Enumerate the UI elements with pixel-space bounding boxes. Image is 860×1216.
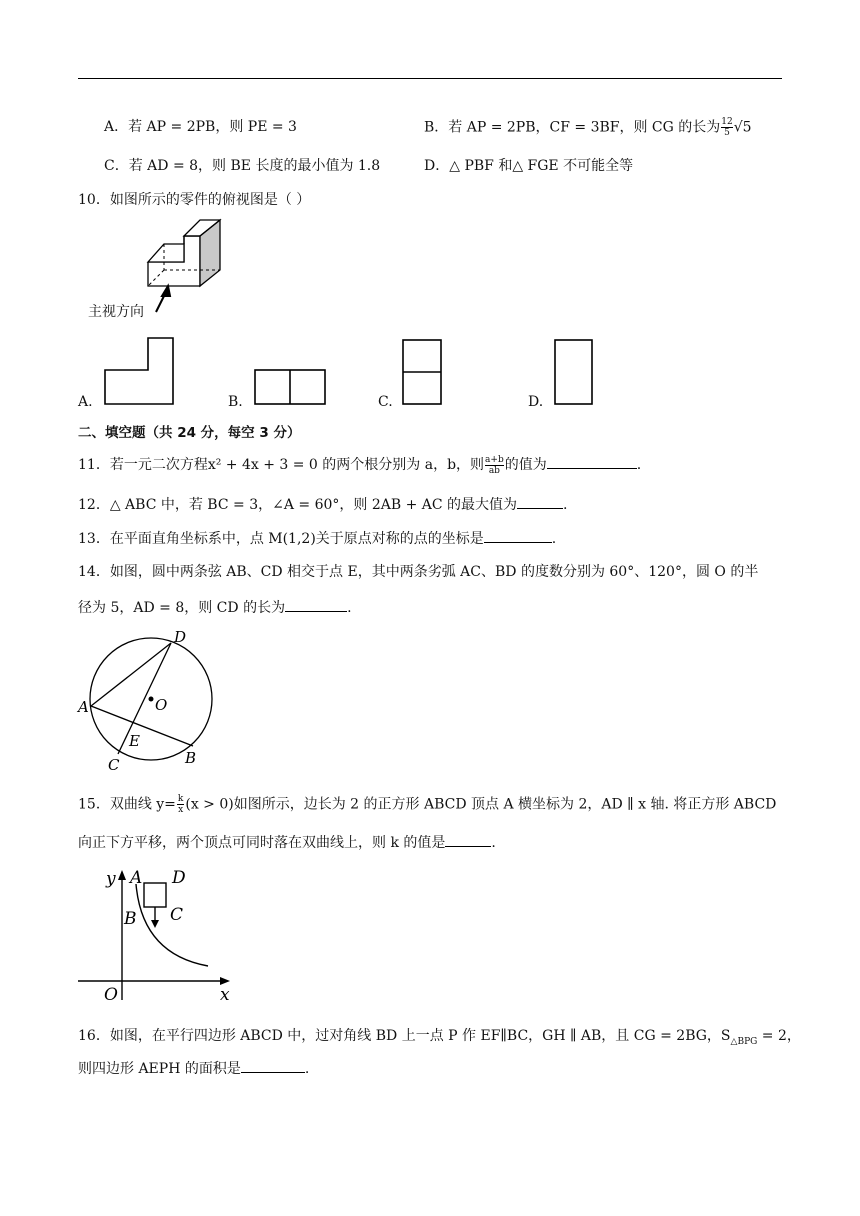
q13 <box>78 528 556 549</box>
label-c: C <box>170 905 184 925</box>
q10-option-a-shape <box>105 338 173 404</box>
label-d: D <box>174 628 187 646</box>
q10-option-d-shape <box>555 340 592 404</box>
header-rule <box>78 78 782 79</box>
q9-option-b-text: B．若 AP = 2PB，CF = 3BF，则 CG 的长为 <box>424 119 721 136</box>
q12 <box>78 494 568 515</box>
q10-view-direction-label: 主视方向 <box>88 304 144 320</box>
q10-option-figures <box>78 334 798 414</box>
q16-text-2: 则四边形 AEPH 的面积是 <box>78 1061 241 1077</box>
answer-blank[interactable] <box>285 597 347 612</box>
answer-blank[interactable] <box>445 832 491 847</box>
label-x: x <box>220 985 230 1005</box>
q16-line-1 <box>78 1026 801 1052</box>
answer-blank[interactable] <box>484 528 552 543</box>
label-b: B <box>124 909 137 929</box>
q9-option-b-sqrt: √5 <box>733 119 752 136</box>
q16-line-2 <box>78 1058 309 1079</box>
q11-text: 11．若一元二次方程x² + 4x + 3 = 0 的两个根分别为 a，b，则 <box>78 457 485 473</box>
q16-subscript: △BPG <box>730 1036 758 1047</box>
answer-blank[interactable] <box>517 494 563 509</box>
q15-period: . <box>491 835 496 851</box>
q10-stem: 10．如图所示的零件的俯视图是（ ） <box>78 192 311 208</box>
label-a: A <box>78 698 89 716</box>
hyperbola-curve <box>136 884 208 966</box>
q14-circle-figure <box>74 626 224 771</box>
label-d: D <box>172 868 186 888</box>
q9-option-b <box>424 117 752 138</box>
q15-text-2: 向正下方平移，两个顶点可同时落在双曲线上，则 k 的值是 <box>78 835 446 851</box>
q12-text: 12．△ ABC 中，若 BC = 3，∠A = 60°，则 2AB + AC 的最大值为 <box>78 497 518 513</box>
x-axis-arrowhead <box>220 977 230 985</box>
label-y: y <box>106 869 116 889</box>
y-axis-arrowhead <box>118 870 126 880</box>
square-abcd <box>144 883 166 907</box>
q15-text-post: (x > 0)如图所示，边长为 2 的正方形 ABCD 顶点 A 横坐标为 2，AD ∥ x 轴. 将正方形 ABCD <box>185 796 777 813</box>
fraction-denominator: x <box>178 805 184 815</box>
q10-option-a-label: A. <box>78 394 93 410</box>
q11-text-post: 的值为 <box>504 457 547 473</box>
q10-option-b-label: B. <box>228 394 243 410</box>
fraction-numerator: 12 <box>721 117 733 127</box>
fraction-numerator: a+b <box>485 454 504 465</box>
q14-period: . <box>347 600 352 616</box>
q13-text: 13．在平面直角坐标系中，点 M(1,2)关于原点对称的点的坐标是 <box>78 531 484 547</box>
answer-blank[interactable] <box>241 1058 305 1073</box>
q12-period: . <box>563 497 568 513</box>
label-c: C <box>108 756 120 771</box>
q10-option-c-label: C. <box>378 394 393 410</box>
q9-option-c: C．若 AD = 8，则 BE 长度的最小值为 1.8 <box>104 158 381 174</box>
center-point-o <box>149 697 154 702</box>
q9-option-a: A．若 AP = 2PB，则 PE = 3 <box>104 119 297 135</box>
q16-text: 16．如图，在平行四边形 ABCD 中，过对角线 BD 上一点 P 作 EF∥BC，GH ∥ AB，且 CG = 2BG，S <box>78 1028 731 1044</box>
fraction-denominator: ab <box>488 465 500 476</box>
q9-option-d: D．△ PBF 和△ FGE 不可能全等 <box>424 158 634 174</box>
down-arrowhead <box>151 920 159 928</box>
q16-period: . <box>304 1061 310 1077</box>
label-o: O <box>155 696 168 714</box>
q15-line-2 <box>78 832 496 853</box>
q14-text: 径为 5，AD = 8，则 CD 的长为 <box>78 600 286 616</box>
fraction-numerator: k <box>177 794 184 804</box>
label-a: A <box>130 868 143 888</box>
label-e: E <box>129 732 140 750</box>
q15-hyperbola-figure <box>78 862 248 1006</box>
q11-fraction <box>485 455 504 476</box>
q13-period: . <box>551 531 557 547</box>
fraction-denominator: 5 <box>724 128 730 138</box>
q15-fraction <box>177 794 184 815</box>
label-o: O <box>104 985 118 1005</box>
q11: 11．若一元二次方程x² + 4x + 3 = 0 的两个根分别为 a，b，则 $\frac{a+b}{ab}$ 的值为 . <box>78 454 642 476</box>
q9-option-b-fraction <box>721 117 732 138</box>
q14-line-1: 14．如图，圆中两条弦 AB、CD 相交于点 E，其中两条劣弧 AC、BD 的度数分别为 60°、120°，圆 O 的半 <box>78 564 759 580</box>
q10-option-d-label: D. <box>528 394 544 410</box>
q16-text-post: = 2， <box>757 1028 801 1044</box>
q14-line-2 <box>78 597 352 618</box>
answer-blank[interactable] <box>547 454 637 469</box>
section-2-heading: 二、填空题（共 24 分，每空 3 分） <box>78 425 301 441</box>
q15-text: 15．双曲线 y= <box>78 796 176 813</box>
q15-line-1 <box>78 794 776 815</box>
label-b: B <box>185 749 197 767</box>
